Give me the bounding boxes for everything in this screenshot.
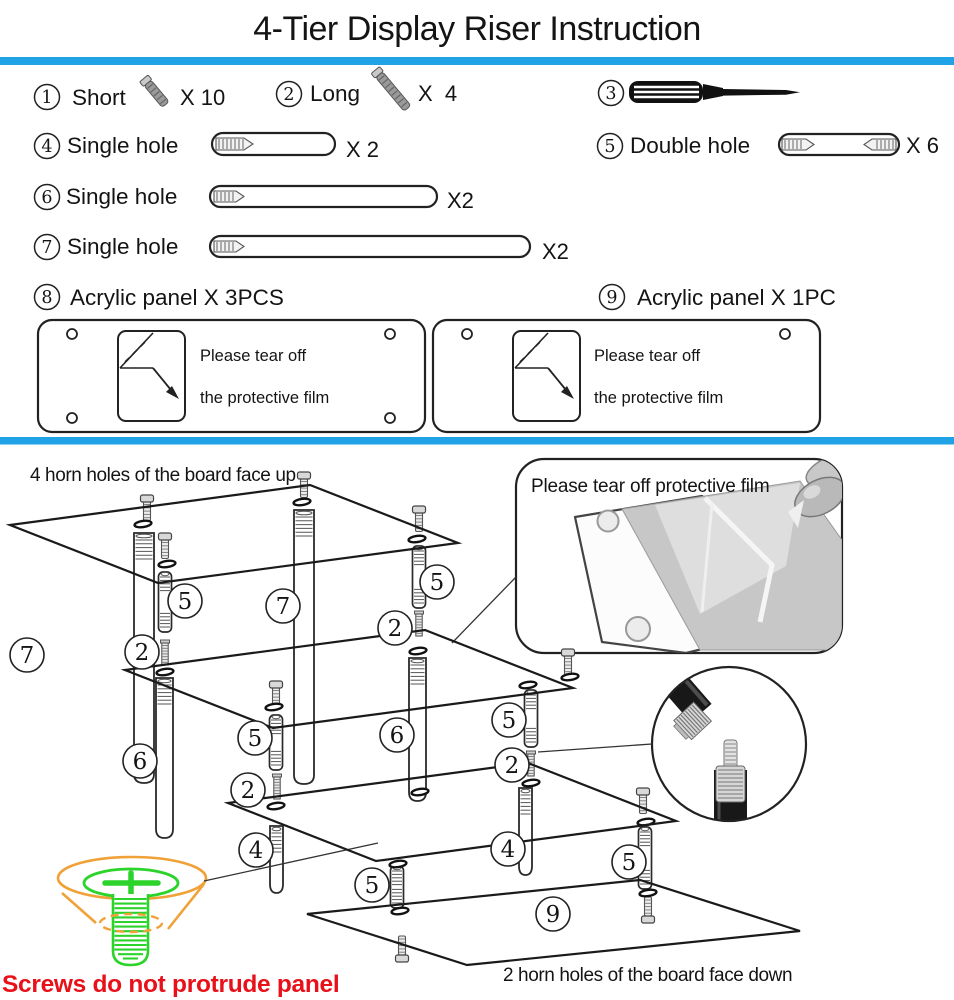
circled-part-label	[355, 868, 389, 902]
board-hole	[389, 860, 407, 869]
svg-text:2: 2	[504, 753, 520, 779]
board-hole	[158, 560, 176, 569]
part-number: 6	[41, 188, 53, 208]
part-number: 5	[604, 137, 616, 157]
svg-text:6: 6	[132, 749, 148, 775]
svg-text:6: 6	[389, 723, 405, 749]
part-qty: X 2	[346, 137, 380, 162]
circled-part-label	[168, 584, 202, 618]
part-label: Acrylic panel X 1PC	[637, 285, 836, 310]
part-qty: X 10	[180, 85, 226, 110]
leader-line	[204, 843, 378, 881]
part-number: 4	[41, 137, 53, 157]
part-item-acrylic-3pcs	[35, 285, 284, 311]
part-number: 1	[41, 88, 53, 108]
note-holes-face-down: 2 horn holes of the board face down	[503, 965, 793, 986]
leg-tube	[156, 678, 173, 838]
part-item-single-hole-medium	[35, 184, 474, 213]
board-hole	[409, 647, 427, 656]
horn-hole	[385, 329, 395, 339]
svg-text:9: 9	[545, 902, 561, 928]
screw	[159, 533, 172, 559]
part-label: Short	[72, 85, 126, 110]
part-label: Acrylic panel X 3PCS	[70, 285, 284, 310]
svg-text:5: 5	[177, 589, 193, 615]
horn-hole	[67, 329, 77, 339]
part-item-single-hole-long	[35, 234, 569, 264]
part-item-long-screw	[277, 67, 458, 112]
circled-part-label	[125, 635, 159, 669]
screw	[642, 897, 655, 923]
divider-middle	[0, 437, 954, 445]
panel-note-line1: Please tear off	[594, 347, 701, 365]
circled-part-label	[491, 832, 525, 866]
part-item-screwdriver	[599, 81, 801, 106]
part-item-short-screw	[35, 75, 226, 110]
single-hole-tube-icon	[212, 133, 335, 155]
panel-note-line2: the protective film	[200, 389, 330, 407]
board-hole	[134, 520, 152, 529]
svg-text:2: 2	[387, 616, 403, 642]
part-qty: X 6	[906, 133, 940, 158]
panel-note-line2: the protective film	[594, 389, 724, 407]
circled-part-label	[238, 721, 272, 755]
part-item-single-hole-short	[35, 133, 380, 162]
svg-text:7: 7	[19, 643, 35, 669]
acrylic-panel-4holes	[38, 320, 425, 432]
board-hole	[293, 498, 311, 507]
part-number: 8	[41, 288, 53, 308]
board-hole	[267, 802, 285, 811]
part-number: 2	[283, 85, 295, 105]
svg-text:5: 5	[364, 873, 380, 899]
leg-tube	[519, 788, 532, 875]
inset-note: Please tear off protective film	[531, 476, 770, 497]
part-label: Single hole	[66, 184, 178, 209]
note-screws-no-protrude: Screws do not protrude panel	[2, 971, 340, 998]
part-qty: X 4	[418, 81, 458, 106]
photo-horn-hole	[598, 511, 619, 532]
screwdriver-icon	[629, 81, 800, 103]
svg-text:7: 7	[275, 594, 291, 620]
part-item-acrylic-1pc	[600, 285, 836, 311]
circled-part-label	[239, 833, 273, 867]
svg-text:5: 5	[621, 850, 637, 876]
part-label: Single hole	[67, 133, 179, 158]
divider-top	[0, 57, 954, 65]
part-number: 7	[41, 238, 53, 258]
part-item-double-hole	[598, 133, 940, 159]
part-number: 3	[605, 84, 617, 104]
acrylic-panel-2holes	[433, 320, 820, 432]
note-holes-face-up: 4 horn holes of the board face up	[30, 465, 296, 486]
circled-part-label	[492, 703, 526, 737]
circled-part-label	[10, 638, 44, 672]
standoff-double-hole	[391, 866, 404, 908]
board-hole	[561, 673, 579, 682]
screw	[562, 649, 575, 675]
svg-text:2: 2	[240, 778, 256, 804]
part-number: 9	[606, 288, 618, 308]
long-screw-icon	[371, 67, 412, 112]
circled-part-label	[495, 748, 529, 782]
circled-part-label	[420, 565, 454, 599]
board-hole	[408, 535, 426, 544]
leg-tube	[270, 826, 283, 893]
horn-hole	[462, 329, 472, 339]
part-qty: X2	[542, 239, 569, 264]
single-hole-tube-icon	[210, 186, 437, 207]
part-label: Single hole	[67, 234, 179, 259]
peel-film-photo-inset	[516, 446, 872, 653]
detail-thread-collar	[716, 766, 745, 802]
countersunk-screw-graphic	[58, 857, 206, 965]
horn-hole	[780, 329, 790, 339]
leader-line	[538, 744, 652, 752]
single-hole-tube-icon	[210, 236, 530, 257]
horn-hole	[67, 413, 77, 423]
board-hole	[522, 779, 540, 788]
horn-hole	[385, 413, 395, 423]
part-label: Long	[310, 81, 361, 106]
svg-text:5: 5	[247, 726, 263, 752]
svg-text:5: 5	[429, 570, 445, 596]
circled-part-label	[231, 773, 265, 807]
board-hole	[265, 703, 283, 712]
svg-text:4: 4	[248, 838, 264, 864]
tier-board	[10, 485, 458, 583]
circled-part-label	[536, 897, 570, 931]
page-title: 4-Tier Display Riser Instruction	[253, 10, 701, 48]
circled-part-label	[380, 718, 414, 752]
peel-film-icon	[513, 331, 580, 421]
svg-text:4: 4	[500, 837, 516, 863]
board-hole	[156, 668, 174, 677]
thread-detail-inset	[648, 650, 806, 824]
leader-line	[452, 577, 516, 643]
peel-film-icon	[118, 331, 185, 421]
panel-note-line1: Please tear off	[200, 347, 307, 365]
svg-text:2: 2	[134, 640, 150, 666]
part-label: Double hole	[630, 133, 751, 158]
double-hole-tube-icon	[779, 134, 899, 155]
screw-stud	[161, 640, 170, 665]
screw	[396, 936, 409, 962]
circled-part-label	[123, 744, 157, 778]
circled-part-label	[266, 589, 300, 623]
svg-text:5: 5	[501, 708, 517, 734]
circled-part-label	[612, 845, 646, 879]
board-hole	[639, 889, 657, 898]
board-hole	[519, 681, 537, 690]
circled-part-label	[378, 611, 412, 645]
short-screw-icon	[140, 75, 170, 108]
photo-horn-hole	[626, 617, 650, 641]
part-qty: X2	[447, 188, 474, 213]
